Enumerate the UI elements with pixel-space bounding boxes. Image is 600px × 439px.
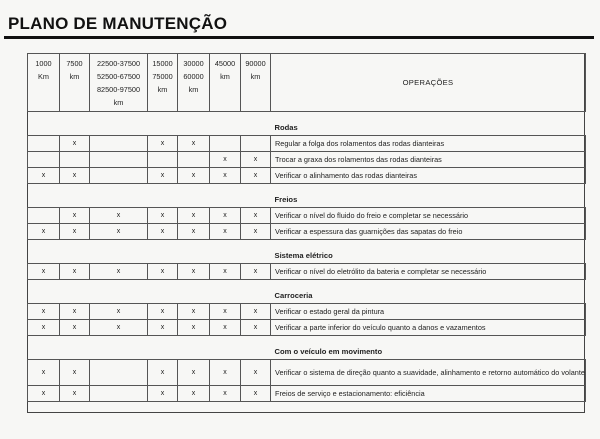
interval-cell [60, 152, 90, 168]
section-title: Freios [271, 184, 586, 208]
check-mark: x [160, 390, 165, 397]
interval-cell [148, 208, 178, 224]
check-mark: x [160, 268, 165, 275]
check-mark: x [72, 268, 77, 275]
interval-cell [60, 264, 90, 280]
header-col-7500km-unit: km [69, 72, 80, 81]
check-mark: x [41, 369, 46, 376]
interval-cell [60, 224, 90, 240]
header-col-90000km-unit: km [250, 72, 261, 81]
header-col-22500km-value-2: 52500-67500 [96, 72, 140, 81]
interval-cell [28, 168, 60, 184]
interval-cell [148, 224, 178, 240]
check-mark: x [72, 324, 77, 331]
interval-cell [60, 208, 90, 224]
check-mark: x [191, 212, 196, 219]
interval-cell [210, 208, 241, 224]
interval-cell [90, 224, 148, 240]
header-col-7500km [60, 54, 90, 112]
check-mark: x [223, 324, 227, 331]
section-spacer-cell [28, 112, 271, 136]
interval-cell [241, 360, 271, 386]
check-mark: x [160, 212, 165, 219]
check-mark: x [223, 172, 227, 179]
check-mark: x [41, 390, 46, 397]
section-spacer-cell [28, 184, 271, 208]
header-col-22500km-unit: km [113, 98, 124, 107]
interval-cell [210, 304, 241, 320]
interval-cell [148, 360, 178, 386]
interval-cell [148, 304, 178, 320]
header-col-22500km-value-3: 82500-97500 [96, 85, 140, 94]
maintenance-table-frame [27, 53, 585, 413]
table-row [28, 168, 586, 184]
interval-cell [148, 264, 178, 280]
check-mark: x [41, 324, 46, 331]
check-mark: x [191, 390, 196, 397]
interval-cell [60, 168, 90, 184]
check-mark: x [191, 324, 196, 331]
interval-cell [210, 136, 241, 152]
interval-cell [28, 136, 60, 152]
check-mark: x [72, 212, 77, 219]
interval-cell [241, 264, 271, 280]
table-row [28, 224, 586, 240]
interval-cell [90, 386, 148, 402]
interval-cell [60, 136, 90, 152]
check-mark: x [41, 172, 46, 179]
header-col-15000km-unit: km [157, 85, 168, 94]
maintenance-table-body [28, 112, 586, 402]
check-mark: x [223, 212, 227, 219]
section-header-row [28, 280, 586, 304]
operation-text: Verificar o alinhamento das rodas dianteiras [271, 168, 586, 184]
check-mark: x [223, 308, 227, 315]
section-spacer-cell [28, 280, 271, 304]
operation-text: Verificar a parte inferior do veículo quanto a danos e vazamentos [271, 320, 586, 336]
interval-cell [210, 360, 241, 386]
table-row [28, 360, 586, 386]
check-mark: x [41, 308, 46, 315]
header-col-1000km [28, 54, 60, 112]
interval-cell [60, 320, 90, 336]
section-header-row [28, 240, 586, 264]
header-operations: OPERAÇÕES [271, 54, 586, 112]
interval-cell [90, 168, 148, 184]
section-title: Rodas [271, 112, 586, 136]
check-mark: x [72, 172, 77, 179]
check-mark: x [72, 390, 77, 397]
header-col-30000km [178, 54, 210, 112]
interval-cell [178, 224, 210, 240]
table-row [28, 136, 586, 152]
check-mark: x [253, 369, 258, 376]
table-row [28, 320, 586, 336]
interval-cell [60, 386, 90, 402]
interval-cell [178, 152, 210, 168]
header-col-15000km [148, 54, 178, 112]
check-mark: x [191, 172, 196, 179]
interval-cell [210, 168, 241, 184]
section-header-row [28, 184, 586, 208]
interval-cell [241, 386, 271, 402]
header-col-15000km-value-2: 75000 [152, 72, 173, 81]
check-mark: x [223, 156, 227, 163]
check-mark: x [223, 369, 227, 376]
interval-cell [210, 224, 241, 240]
interval-cell [148, 386, 178, 402]
check-mark: x [253, 212, 258, 219]
interval-cell [241, 224, 271, 240]
check-mark: x [191, 228, 196, 235]
check-mark: x [253, 324, 258, 331]
interval-cell [60, 360, 90, 386]
check-mark: x [253, 308, 258, 315]
operation-text: Regular a folga dos rolamentos das rodas dianteiras [271, 136, 586, 152]
interval-cell [210, 386, 241, 402]
check-mark: x [160, 324, 165, 331]
header-col-90000km [241, 54, 271, 112]
header-col-22500km-value-1: 22500-37500 [96, 59, 140, 68]
interval-cell [28, 152, 60, 168]
check-mark: x [116, 228, 121, 235]
interval-cell [148, 320, 178, 336]
interval-cell [28, 386, 60, 402]
section-title: Carroceria [271, 280, 586, 304]
table-row [28, 386, 586, 402]
interval-cell [28, 320, 60, 336]
section-header-row [28, 112, 586, 136]
interval-cell [28, 224, 60, 240]
interval-cell [241, 168, 271, 184]
interval-cell [178, 136, 210, 152]
interval-cell [178, 386, 210, 402]
header-col-22500km [90, 54, 148, 112]
interval-cell [210, 152, 241, 168]
interval-cell [90, 152, 148, 168]
check-mark: x [160, 369, 165, 376]
check-mark: x [116, 268, 121, 275]
check-mark: x [191, 369, 196, 376]
interval-cell [148, 136, 178, 152]
check-mark: x [191, 308, 196, 315]
check-mark: x [191, 140, 196, 147]
operation-text: Verificar a espessura das guarnições das sapatas do freio [271, 224, 586, 240]
interval-cell [90, 208, 148, 224]
interval-cell [178, 168, 210, 184]
interval-cell [178, 320, 210, 336]
section-title: Sistema elétrico [271, 240, 586, 264]
page-title: PLANO DE MANUTENÇÃO [8, 14, 228, 33]
check-mark: x [72, 369, 77, 376]
check-mark: x [160, 140, 165, 147]
operation-text: Trocar a graxa dos rolamentos das rodas dianteiras [271, 152, 586, 168]
section-title: Com o veículo em movimento [271, 336, 586, 360]
header-col-1000km-unit: Km [38, 72, 49, 81]
check-mark: x [72, 308, 77, 315]
operation-text: Verificar o nível do fluido do freio e completar se necessário [271, 208, 586, 224]
check-mark: x [253, 156, 258, 163]
check-mark: x [72, 228, 77, 235]
check-mark: x [223, 228, 227, 235]
interval-cell [241, 320, 271, 336]
interval-cell [178, 304, 210, 320]
check-mark: x [41, 228, 46, 235]
header-col-15000km-value-1: 15000 [152, 59, 173, 68]
section-header-row [28, 336, 586, 360]
operation-text: Freios de serviço e estacionamento: eficiência [271, 386, 586, 402]
interval-cell [241, 304, 271, 320]
header-col-90000km-value: 90000 [245, 59, 266, 68]
interval-cell [148, 152, 178, 168]
table-row [28, 152, 586, 168]
section-spacer-cell [28, 336, 271, 360]
table-row [28, 304, 586, 320]
check-mark: x [253, 172, 258, 179]
check-mark: x [160, 228, 165, 235]
interval-cell [90, 320, 148, 336]
title-underline [4, 36, 594, 39]
interval-cell [241, 136, 271, 152]
maintenance-table [27, 53, 586, 402]
interval-cell [210, 264, 241, 280]
check-mark: x [223, 390, 227, 397]
table-row [28, 208, 586, 224]
interval-cell [90, 136, 148, 152]
interval-cell [178, 360, 210, 386]
interval-cell [178, 264, 210, 280]
header-col-45000km-unit: km [220, 72, 230, 81]
check-mark: x [160, 308, 165, 315]
header-col-7500km-value: 7500 [66, 59, 83, 68]
header-col-45000km [210, 54, 241, 112]
interval-cell [241, 152, 271, 168]
interval-cell [178, 208, 210, 224]
check-mark: x [41, 268, 46, 275]
check-mark: x [160, 172, 165, 179]
operation-text: Verificar o sistema de direção quanto a suavidade, alinhamento e retorno automático do volante [271, 360, 586, 386]
interval-cell [28, 208, 60, 224]
check-mark: x [72, 140, 77, 147]
check-mark: x [191, 268, 196, 275]
operation-text: Verificar o estado geral da pintura [271, 304, 586, 320]
interval-cell [90, 360, 148, 386]
check-mark: x [253, 390, 258, 397]
header-row [28, 54, 586, 112]
interval-cell [148, 168, 178, 184]
interval-cell [210, 320, 241, 336]
section-spacer-cell [28, 240, 271, 264]
table-row [28, 264, 586, 280]
interval-cell [241, 208, 271, 224]
interval-cell [60, 304, 90, 320]
check-mark: x [116, 212, 121, 219]
interval-cell [28, 304, 60, 320]
check-mark: x [116, 324, 121, 331]
interval-cell [28, 264, 60, 280]
interval-cell [90, 304, 148, 320]
header-col-30000km-unit: km [188, 85, 199, 94]
interval-cell [28, 360, 60, 386]
check-mark: x [253, 228, 258, 235]
header-col-1000km-value: 1000 [35, 59, 52, 68]
header-col-45000km-value: 45000 [214, 59, 236, 68]
check-mark: x [223, 268, 227, 275]
check-mark: x [116, 308, 121, 315]
check-mark: x [253, 268, 258, 275]
header-col-30000km-value-1: 30000 [183, 59, 204, 68]
interval-cell [90, 264, 148, 280]
operation-text: Verificar o nível do eletrólito da bateria e completar se necessário [271, 264, 586, 280]
header-col-30000km-value-2: 60000 [183, 72, 204, 81]
